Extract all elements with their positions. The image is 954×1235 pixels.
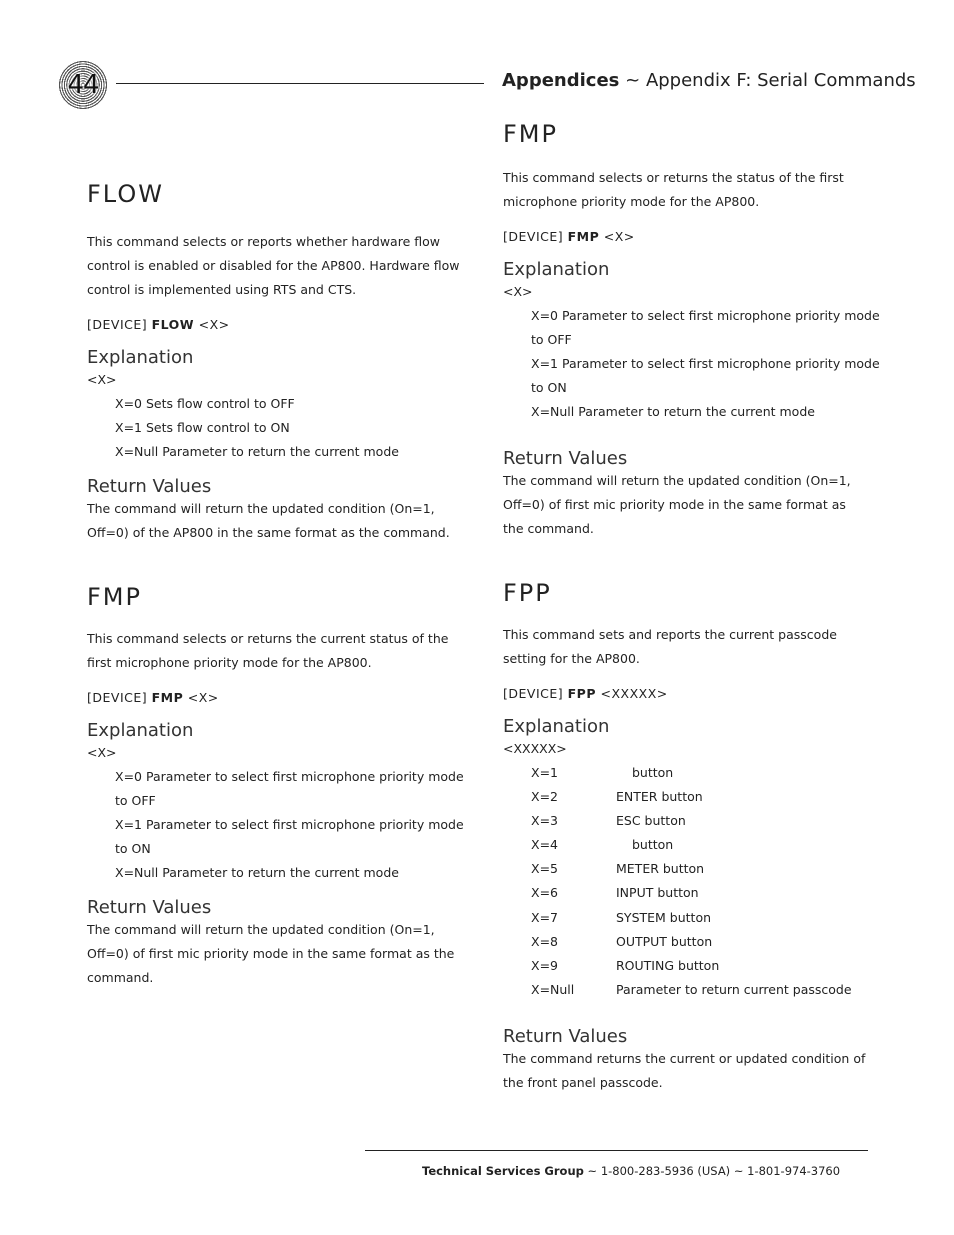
fpp-table-row: X=5 METER button — [531, 861, 705, 877]
fpp-return-title: Return Values — [503, 1025, 628, 1047]
flow-return-title: Return Values — [87, 476, 212, 497]
flow-explanation-title: Explanation — [87, 347, 194, 368]
header-rule — [116, 83, 484, 84]
left-column — [87, 180, 467, 990]
flow-syntax: [DEVICE] FLOW <X> — [87, 317, 230, 332]
running-head-subsection: Appendix F: Serial Commands — [645, 70, 916, 91]
flow-item: X=0 Sets flow control to OFF — [115, 396, 295, 411]
fpp-table-row: X=9 ROUTING button — [531, 957, 720, 973]
fpp-table-row: X=3 ESC button — [531, 813, 686, 829]
fmp-item: X=Null Parameter to return the current mode — [115, 865, 399, 880]
fmp-items — [503, 304, 883, 424]
right-column — [503, 120, 883, 1095]
fpp-title: FPP — [503, 579, 552, 607]
fmp-item: X=1 Parameter to select first microphone priority mode to ON — [115, 817, 464, 856]
fpp-table-row: X=7 SYSTEM button — [531, 909, 712, 925]
footer: Technical Services Group ~ 1-800-283-5936 (USA) ~ 1-801-974-3760 — [422, 1164, 841, 1178]
flow-return-text: The command will return the updated condition (On=1, Off=0) of the AP800 in the same format as the command. — [87, 501, 450, 540]
footer-rule — [365, 1150, 868, 1151]
fpp-table-row: X=1 button — [531, 765, 674, 780]
fmp-description: This command selects or returns the current status of the first microphone priority mode for the AP800. — [87, 631, 449, 670]
fmp-explanation-title: Explanation — [87, 720, 194, 741]
fpp-param: <XXXXX> — [503, 741, 567, 756]
running-head — [502, 70, 916, 91]
fpp-explanation-title: Explanation — [503, 716, 610, 737]
fpp-table — [503, 761, 883, 1002]
fmp-title: FMP — [87, 583, 142, 611]
fmp-return-text: The command will return the updated condition (On=1, Off=0) of first mic priority mode in the same format as the command. — [87, 922, 455, 985]
fmp-param: <X> — [87, 745, 117, 760]
flow-item: X=Null Parameter to return the current mode — [115, 444, 399, 459]
flow-item: X=1 Sets flow control to ON — [115, 420, 290, 435]
fpp-table-row: X=8 OUTPUT button — [531, 933, 713, 949]
page-number: 44 — [67, 70, 99, 100]
flow-param: <X> — [87, 372, 117, 387]
fmp-description: This command selects or returns the status of the first microphone priority mode for the AP800. — [503, 170, 844, 209]
fmp-syntax: [DEVICE] FMP <X> — [87, 690, 219, 705]
flow-title: FLOW — [87, 180, 164, 208]
flow-description: This command selects or reports whether hardware flow control is enabled or disabled for the AP800. Hardware flow control is implemented using RTS and CTS. — [87, 234, 460, 297]
fpp-table-row: X=6 INPUT button — [531, 885, 699, 901]
fmp-syntax: [DEVICE] FMP <X> — [503, 229, 635, 244]
fpp-table-row: X=Null Parameter to return current passcode — [531, 981, 852, 997]
fmp-return-text: The command will return the updated condition (On=1, Off=0) of first mic priority mode in the same format as the command. — [503, 473, 851, 536]
flow-items — [87, 392, 467, 464]
page-number-badge — [58, 60, 108, 110]
running-head-separator: ~ — [625, 70, 641, 91]
fmp-item: X=1 Parameter to select first microphone priority mode to ON — [531, 356, 880, 395]
fmp-title: FMP — [503, 120, 558, 148]
footer-phone-intl: 1-801-974-3760 — [747, 1164, 841, 1178]
footer-phone-usa: 1-800-283-5936 (USA) — [600, 1164, 731, 1178]
fmp-param: <X> — [503, 284, 533, 299]
fmp-items — [87, 765, 467, 885]
fpp-description: This command sets and reports the current passcode setting for the AP800. — [503, 627, 837, 666]
fmp-item: X=0 Parameter to select first microphone priority mode to OFF — [531, 308, 880, 347]
fmp-return-title: Return Values — [87, 897, 212, 918]
fmp-item: X=Null Parameter to return the current mode — [531, 404, 815, 419]
footer-org: Technical Services Group — [422, 1164, 584, 1178]
fpp-table-row: X=2 ENTER button — [531, 789, 703, 805]
running-head-section: Appendices — [502, 70, 620, 91]
fmp-item: X=0 Parameter to select first microphone priority mode to OFF — [115, 769, 464, 808]
fpp-table-row: X=4 button — [531, 837, 674, 853]
fpp-syntax: [DEVICE] FPP <XXXXX> — [503, 686, 668, 701]
fpp-return-text: The command returns the current or updated condition of the front panel passcode. — [503, 1050, 866, 1090]
fmp-explanation-title: Explanation — [503, 259, 610, 280]
fmp-return-title: Return Values — [503, 448, 628, 469]
